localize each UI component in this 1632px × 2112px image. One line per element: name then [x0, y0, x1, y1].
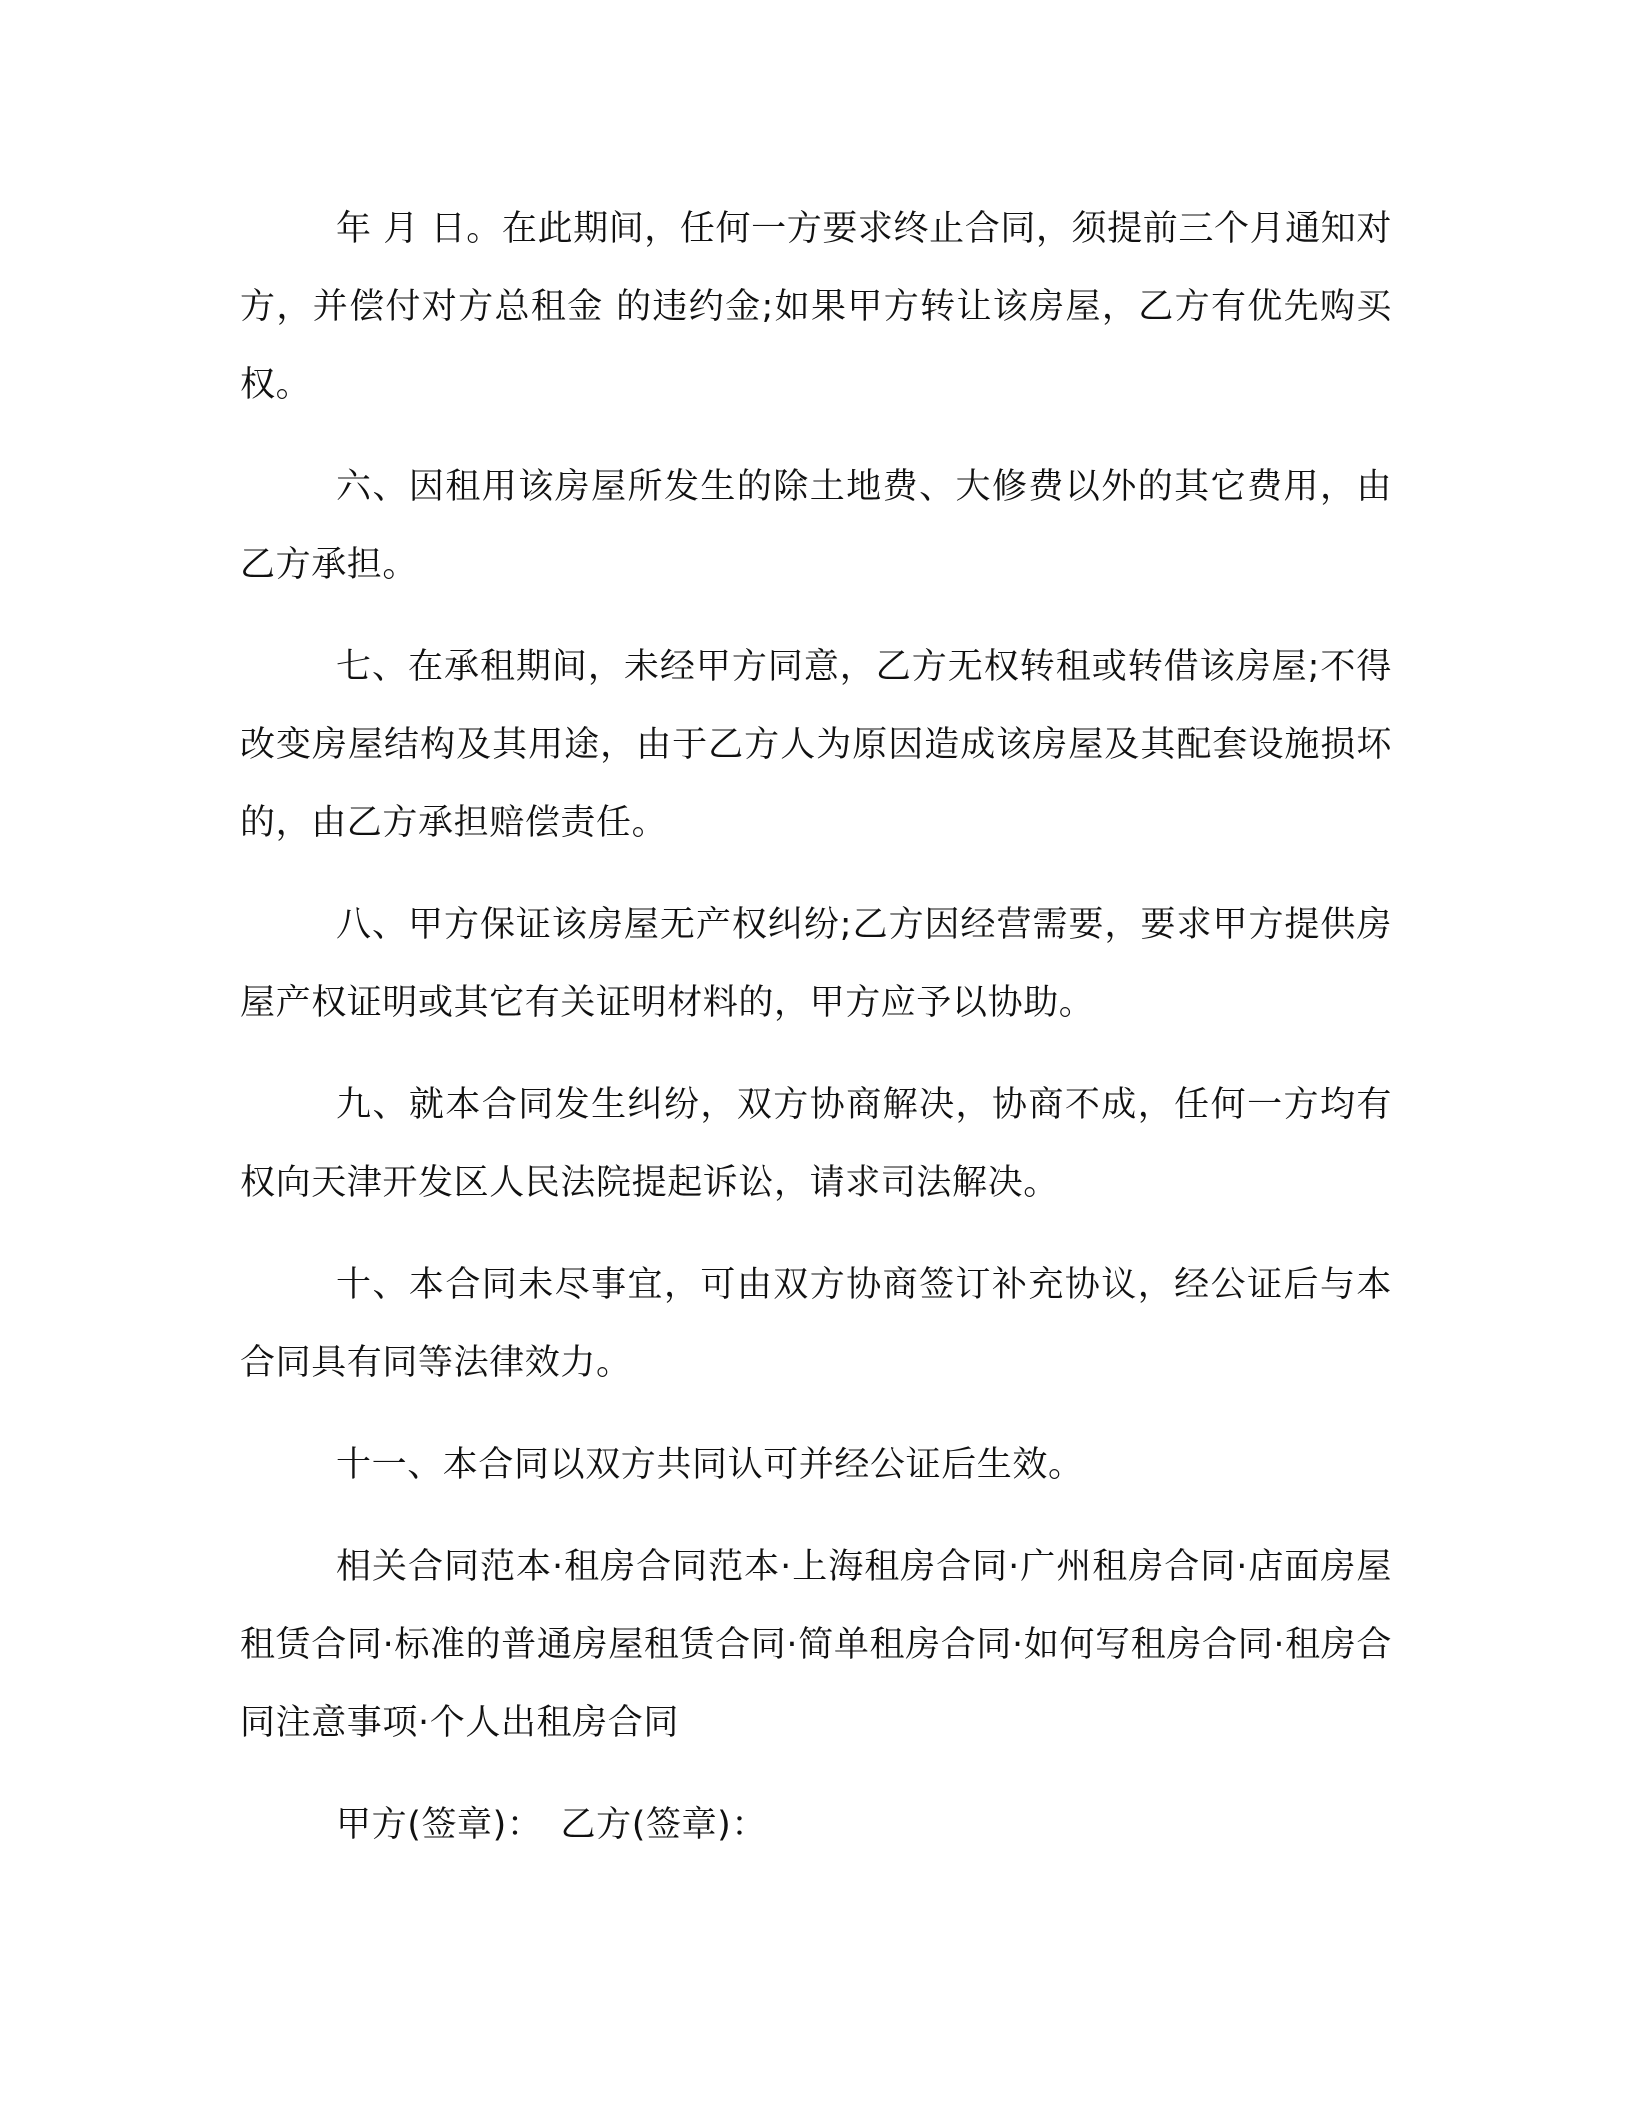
paragraph-clause-11: 十一、本合同以双方共同认可并经公证后生效。 [336, 1445, 1084, 1485]
paragraph-term-clause: 年 月 日。在此期间，任何一方要求终止合同，须提前三个月通知对方，并偿付对方总租金 的违约金;如果甲方转让该房屋，乙方有优先购买权。 [240, 209, 1392, 405]
paragraph-related-templates: 相关合同范本·租房合同范本·上海租房合同·广州租房合同·店面房屋租赁合同·标准的普通房屋租赁合同·简单租房合同·如何写租房合同·租房合同注意事项·个人出租房合同 [240, 1547, 1392, 1743]
paragraph-clause-9: 九、就本合同发生纠纷，双方协商解决，协商不成，任何一方均有权向天津开发区人民法院提起诉讼，请求司法解决。 [240, 1085, 1392, 1203]
party-b-signature-label: 乙方(签章)： [560, 1805, 768, 1845]
signature-line [240, 1786, 1392, 1864]
paragraph-clause-7: 七、在承租期间，未经甲方同意，乙方无权转租或转借该房屋;不得改变房屋结构及其用途，由于乙方人为原因造成该房屋及其配套设施损坏的，由乙方承担赔偿责任。 [240, 647, 1392, 843]
paragraph-clause-6: 六、因租用该房屋所发生的除土地费、大修费以外的其它费用，由乙方承担。 [240, 467, 1392, 585]
paragraph-clause-8: 八、甲方保证该房屋无产权纠纷;乙方因经营需要，要求甲方提供房屋产权证明或其它有关证明材料的，甲方应予以协助。 [240, 905, 1392, 1023]
paragraph-clause-10: 十、本合同未尽事宜，可由双方协商签订补充协议，经公证后与本合同具有同等法律效力。 [240, 1265, 1392, 1383]
party-a-signature-label: 甲方(签章)： [336, 1805, 543, 1845]
contract-body [240, 190, 1392, 1864]
